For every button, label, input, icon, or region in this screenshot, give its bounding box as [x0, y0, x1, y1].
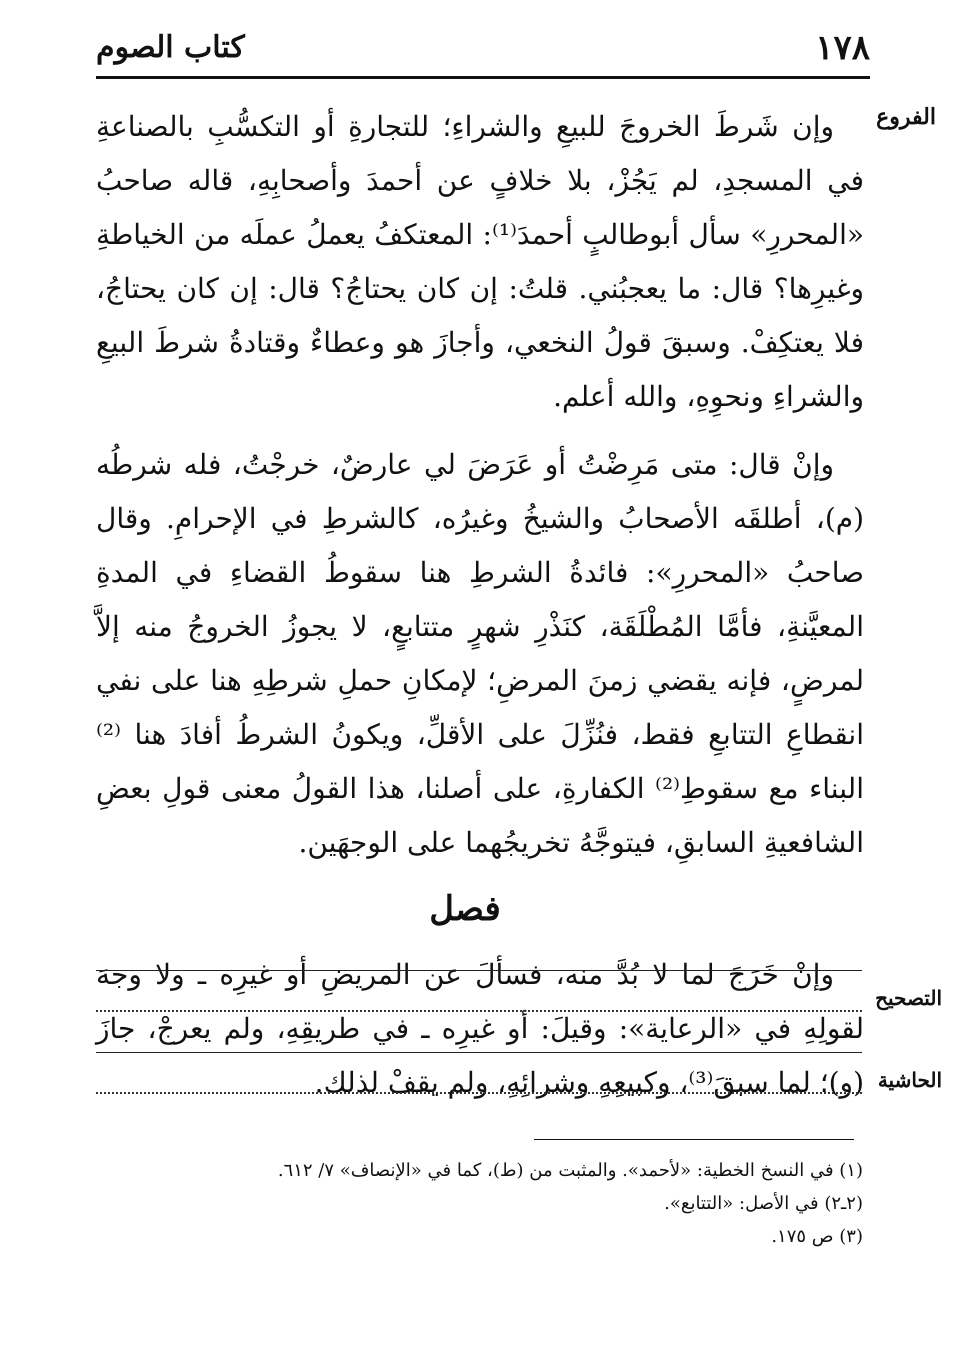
margin-note-field	[96, 1052, 942, 1112]
margin-note-dotted-line	[96, 1092, 862, 1094]
correction-label: التصحيح	[875, 986, 942, 1010]
source-side-label: الفروع	[876, 104, 936, 130]
footnotes	[163, 1154, 863, 1253]
footnote-divider	[534, 1139, 854, 1140]
correction-rule	[96, 970, 862, 971]
footnote-1: (١) في النسخ الخطية: «لأحمد». والمثبت من (ط)، كما في «الإنصاف» ٧/ ٦١٢.	[277, 1160, 863, 1181]
margin-note-rule	[96, 1052, 862, 1053]
correction-dotted-line	[96, 1010, 862, 1012]
paragraph-1: وإن شَرطَ الخروجَ للبيعِ والشراءِ؛ للتجارةِ أو التكسُّبِ بالصناعةِ في المسجدِ، لم يَجُزْ، بلا خلافٍ عن أحمدَ وأصحابِهِ، قاله صاحبُ «المحررِ» سأل أبوطالبٍ أحمدَ⁽¹⁾: المعتكفُ يعملُ عملَه من الخياطةِ وغيرِها؟ قال: ما يعجبُني. قلتُ: إن كان يحتاجُ؟ قال: إن كان يحتاجُ، فلا يعتكِفْ. وسبقَ قولُ النخعي، وأجازَ هو وعطاءٌ وقتادةُ شرطَ البيعِ والشراءِ ونحوِهِ، والله أعلم.	[96, 110, 864, 413]
page-header	[96, 26, 870, 70]
running-title: كتاب الصوم	[96, 30, 245, 65]
header-divider	[96, 76, 870, 79]
page-number: ١٧٨	[815, 28, 870, 68]
correction-field	[96, 970, 942, 1030]
margin-note-label: الحاشية	[877, 1068, 942, 1092]
section-heading: فصل	[429, 889, 501, 929]
paragraph-2: وإنْ قال: متى مَرِضْتُ أو عَرَضَ لي عارضٌ، خرجْتُ، فله شرطُه (م)، أطلقَه الأصحابُ والشيخُ وغيرُه، كالشرطِ في الإحرامِ. وقال صاحبُ «المحررِ»: فائدةُ الشرطِ هنا سقوطُ القضاءِ في المدةِ المعيَّنةِ، فأمَّا المُطْلَقَة، كنَذْرِ شهرٍ متتابعٍ، لا يجوزُ الخروجُ منه إلاَّ لمرضٍ، فإنه يقضي زمنَ المرضِ؛ لإمكانِ حملِ شرطِهِ هنا على نفي انقطاعِ التتابعِ فقط، فنُزِّلَ على الأقلِّ، ويكونُ الشرطُ أفادَ هنا ⁽²⁾البناء مع سقوطِ⁽²⁾ الكفارةِ، على أصلنا، هذا القولُ معنى قولِ بعضِ الشافعيةِ السابقِ، فيتوجَّهُ تخريجُهما على الوجهَين.	[96, 448, 864, 859]
footnote-2: (٢ـ٢) في الأصل: «التتابع».	[664, 1193, 863, 1214]
paragraph-3: وإنْ خَرَجَ لما لا بُدَّ منه، فسألَ عن المريضِ أو غيرِه ـ ولا وجهَ لقولِهِ في «الرعاية»: وقيلَ: أو غيرِه ـ في طريقِهِ، ولم يعرجْ، جازَ (و)؛ لما سبقَ⁽³⁾، وكبيعِهِ وشرائِهِ، ولم يقفْ لذلك.	[96, 958, 864, 1099]
footnote-3: (٣) ص ١٧٥.	[771, 1226, 863, 1247]
